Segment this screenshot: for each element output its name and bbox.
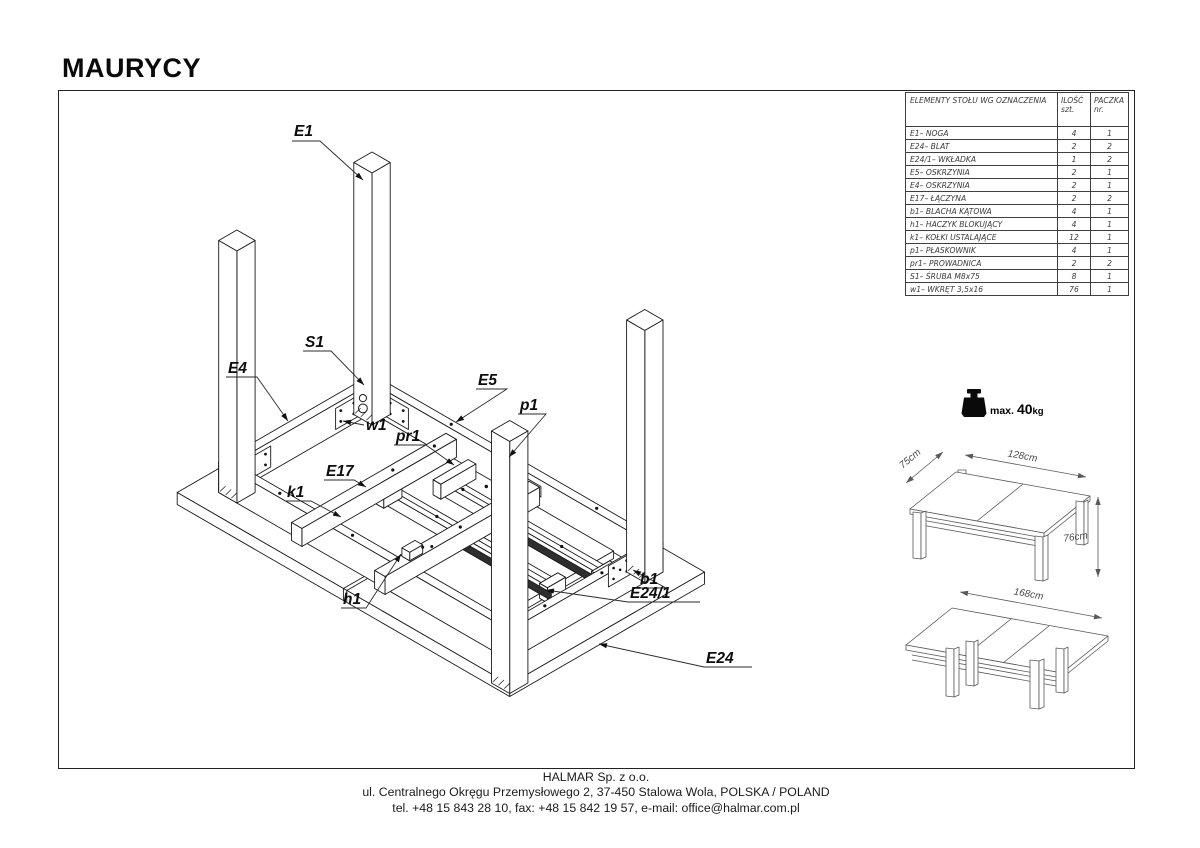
parts-cell-qty: 4 bbox=[1058, 127, 1091, 140]
footer-address: ul. Centralnego Okręgu Przemysłowego 2, 37-450 Stalowa Wola, POLSKA / POLAND bbox=[362, 785, 830, 800]
parts-cell-pkg: 1 bbox=[1091, 127, 1129, 140]
mini-shape bbox=[954, 647, 959, 697]
leader-arrowhead bbox=[1095, 569, 1100, 577]
dim-length-closed: 128cm bbox=[1006, 448, 1039, 465]
dim-height-closed: 76cm bbox=[1062, 530, 1089, 545]
parts-cell-name: b1– BLACHA KĄTOWA bbox=[906, 205, 1058, 218]
part-label: p1 bbox=[520, 397, 539, 414]
parts-cell-qty: 2 bbox=[1058, 166, 1091, 179]
callout-e1 bbox=[292, 123, 363, 180]
parts-cell-qty: 2 bbox=[1058, 257, 1091, 270]
hook-screw-dot bbox=[430, 545, 433, 548]
leader-arrowhead bbox=[1094, 614, 1102, 619]
hook-screw-dot bbox=[421, 546, 424, 549]
parts-cell-name: E1– NOGA bbox=[906, 127, 1058, 140]
parts-row bbox=[906, 244, 1129, 257]
w1-screw-dot bbox=[402, 420, 405, 423]
leg-e1 bbox=[627, 320, 645, 583]
parts-cell-qty: 1 bbox=[1058, 153, 1091, 166]
part-label: S1 bbox=[305, 334, 324, 351]
w1-screw-dot bbox=[264, 464, 267, 467]
k1-pin-dot bbox=[485, 485, 488, 488]
parts-cell-pkg: 1 bbox=[1091, 244, 1129, 257]
mini-shape bbox=[1064, 647, 1068, 693]
parts-cell-pkg: 1 bbox=[1091, 283, 1129, 296]
parts-row bbox=[906, 192, 1129, 205]
leg-e1 bbox=[510, 431, 528, 694]
screw-dot bbox=[543, 604, 546, 607]
footer-company: HALMAR Sp. z o.o. bbox=[542, 770, 650, 784]
parts-col-qty: ILOŚĆ szt. bbox=[1058, 93, 1091, 127]
part-label: E24/1 bbox=[630, 585, 671, 602]
parts-col-pkg: PACZKA nr. bbox=[1091, 93, 1129, 127]
screw-dot bbox=[595, 507, 598, 510]
screw-dot bbox=[450, 423, 453, 426]
leader-arrowhead bbox=[599, 643, 607, 648]
leg-e1 bbox=[492, 431, 510, 694]
leader-line bbox=[456, 389, 507, 422]
company-footer bbox=[58, 770, 1134, 816]
w1-screw-dot bbox=[339, 409, 342, 412]
mini-shape bbox=[974, 640, 978, 686]
parts-cell-name: E4– OSKRZYNIA bbox=[906, 179, 1058, 192]
parts-row bbox=[906, 257, 1129, 270]
parts-cell-pkg: 1 bbox=[1091, 218, 1129, 231]
parts-cell-qty: 4 bbox=[1058, 244, 1091, 257]
parts-cell-name: E5– OSKRZYNIA bbox=[906, 166, 1058, 179]
leader-arrowhead bbox=[1078, 473, 1086, 478]
parts-cell-qty: 4 bbox=[1058, 205, 1091, 218]
parts-cell-name: h1– HACZYK BLOKUJĄCY bbox=[906, 218, 1058, 231]
screw-dot bbox=[351, 534, 354, 537]
w1-screw-dot bbox=[339, 420, 342, 423]
parts-cell-name: E24– BLAT bbox=[906, 140, 1058, 153]
parts-row bbox=[906, 166, 1129, 179]
parts-cell-qty: 8 bbox=[1058, 270, 1091, 283]
mini-shape bbox=[913, 512, 921, 559]
assembly-drawing bbox=[177, 152, 704, 697]
parts-row bbox=[906, 140, 1129, 153]
parts-row bbox=[906, 218, 1129, 231]
callout-e5 bbox=[456, 372, 507, 422]
weight-neck bbox=[971, 393, 978, 398]
extended-table-diagram bbox=[906, 591, 1108, 709]
part-label: E24 bbox=[706, 650, 734, 667]
mini-shape bbox=[946, 648, 954, 697]
footer-contact: tel. +48 15 843 28 10, fax: +48 15 842 19 57, e-mail: office@halmar.com.pl bbox=[392, 800, 800, 815]
leader-arrowhead bbox=[1095, 497, 1100, 505]
part-label: w1 bbox=[366, 417, 387, 434]
mini-shape bbox=[1030, 660, 1039, 709]
parts-cell-qty: 2 bbox=[1058, 179, 1091, 192]
parts-cell-qty: 2 bbox=[1058, 140, 1091, 153]
leg-e1 bbox=[372, 163, 390, 426]
parts-cell-name: k1– KOŁKI USTALAJĄCE bbox=[906, 231, 1058, 244]
part-label: E1 bbox=[294, 123, 313, 140]
parts-cell-pkg: 1 bbox=[1091, 231, 1129, 244]
parts-cell-qty: 76 bbox=[1058, 283, 1091, 296]
parts-cell-name: E24/1– WKŁADKA bbox=[906, 153, 1058, 166]
parts-cell-pkg: 1 bbox=[1091, 270, 1129, 283]
screw-dot bbox=[560, 545, 563, 548]
parts-cell-pkg: 2 bbox=[1091, 153, 1129, 166]
part-label: pr1 bbox=[396, 428, 421, 445]
closed-table-diagram bbox=[906, 452, 1101, 581]
w1-screw-dot bbox=[264, 453, 267, 456]
leg-e1 bbox=[645, 320, 663, 583]
mini-shape bbox=[1039, 659, 1044, 709]
callout-e24 bbox=[599, 643, 752, 667]
screw-dot bbox=[278, 492, 281, 495]
weight-limit-icon bbox=[962, 389, 1044, 417]
w1-screw-dot bbox=[619, 569, 622, 572]
parts-cell-pkg: 2 bbox=[1091, 192, 1129, 205]
screw-dot bbox=[433, 444, 436, 447]
parts-row bbox=[906, 127, 1129, 140]
w1-screw-dot bbox=[612, 578, 615, 581]
parts-row bbox=[906, 283, 1129, 296]
mini-shape bbox=[1035, 536, 1043, 581]
parts-cell-pkg: 1 bbox=[1091, 205, 1129, 218]
w1-screw-dot bbox=[402, 409, 405, 412]
part-label: E4 bbox=[228, 360, 247, 377]
parts-cell-name: pr1– PROWADNICA bbox=[906, 257, 1058, 270]
screw-dot bbox=[391, 468, 394, 471]
parts-cell-name: S1– ŚRUBA M8x75 bbox=[906, 270, 1058, 283]
parts-cell-pkg: 2 bbox=[1091, 257, 1129, 270]
parts-cell-name: E17– ŁĄCZYNA bbox=[906, 192, 1058, 205]
parts-cell-pkg: 2 bbox=[1091, 140, 1129, 153]
part-label: E5 bbox=[478, 372, 497, 389]
parts-cell-name: p1– PŁASKOWNIK bbox=[906, 244, 1058, 257]
parts-cell-pkg: 1 bbox=[1091, 166, 1129, 179]
mini-shape bbox=[1056, 648, 1064, 693]
parts-cell-qty: 2 bbox=[1058, 192, 1091, 205]
mini-shape bbox=[921, 511, 926, 559]
parts-list-table bbox=[905, 92, 1129, 296]
weight-body bbox=[962, 398, 987, 418]
parts-row bbox=[906, 270, 1129, 283]
leader-arrowhead bbox=[281, 413, 288, 421]
parts-cell-qty: 4 bbox=[1058, 218, 1091, 231]
leader-line bbox=[292, 141, 363, 180]
part-label: k1 bbox=[287, 484, 305, 501]
mini-shape bbox=[1043, 535, 1048, 581]
screw-dot bbox=[459, 525, 462, 528]
dim-length-extended: 168cm bbox=[1012, 586, 1045, 603]
parts-cell-qty: 12 bbox=[1058, 231, 1091, 244]
leader-arrowhead bbox=[456, 415, 464, 422]
parts-col-elements: ELEMENTY STOŁU WG OZNACZENIA bbox=[906, 93, 1058, 127]
screw-dot bbox=[435, 515, 438, 518]
parts-row bbox=[906, 231, 1129, 244]
leader-arrowhead bbox=[965, 454, 973, 459]
parts-row bbox=[906, 179, 1129, 192]
w1-screw-dot bbox=[612, 567, 615, 570]
page-title: MAURYCY bbox=[62, 53, 202, 83]
parts-header-row bbox=[906, 93, 1129, 127]
parts-row bbox=[906, 153, 1129, 166]
screw-dot bbox=[461, 488, 464, 491]
dim-width-closed: 75cm bbox=[897, 447, 924, 472]
mini-shape bbox=[966, 641, 974, 686]
parts-cell-pkg: 1 bbox=[1091, 179, 1129, 192]
part-label: b1 bbox=[640, 571, 659, 588]
weight-cap bbox=[967, 389, 981, 394]
parts-row bbox=[906, 205, 1129, 218]
weight-limit-text: max. 40kg bbox=[990, 401, 1044, 417]
leg-e1 bbox=[354, 163, 372, 426]
part-label: E17 bbox=[326, 463, 354, 480]
part-label: h1 bbox=[343, 591, 362, 608]
parts-cell-name: w1– WKRĘT 3,5x16 bbox=[906, 283, 1058, 296]
screw-dot bbox=[600, 571, 603, 574]
leader-arrowhead bbox=[960, 591, 968, 596]
